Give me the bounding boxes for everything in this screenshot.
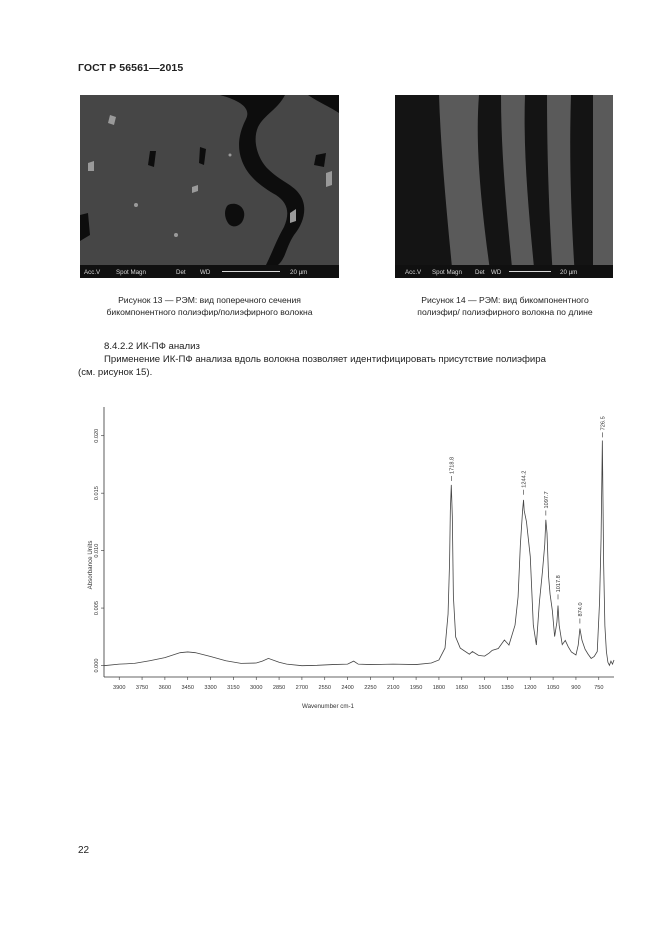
y-axis-label: Absorbance Units [87,540,94,590]
x-tick-label: 1200 [524,685,537,691]
x-tick-label: 1800 [432,685,446,691]
scalebar-line [222,271,280,272]
x-tick-label: 2250 [364,685,377,691]
peak-annotations [449,416,606,623]
sem-longitudinal-graphic [395,95,613,278]
y-tick-label: 0.000 [94,658,100,673]
figure14-caption-line2: полиэфир/ полиэфирного волокна по длине [417,307,593,317]
ftir-spectrum-line [104,441,614,666]
y-tick-label: 0.010 [94,543,100,558]
document-header: ГОСТ Р 56561—2015 [78,62,184,74]
section-text-line1: Применение ИК-ПФ анализа вдоль волокна позволяет идентифицировать присутствие полиэфира [104,354,546,365]
scalebar-length: 20 µm [290,269,308,276]
scalebar-wd: WD [491,269,502,276]
peak-label: 874.0 [577,602,584,617]
x-tick-label: 2550 [318,685,331,691]
peak-label: 726.5 [600,416,607,431]
x-tick-label: 2700 [295,685,309,691]
x-tick-label: 3150 [227,685,240,691]
peak-label: 1017.8 [556,575,563,593]
x-tick-label: 2100 [387,685,400,691]
x-axis-label: Wavenumber cm-1 [301,703,355,710]
y-tick-label: 0.015 [94,486,100,501]
x-tick-label: 2400 [341,685,354,691]
scalebar-line [509,271,551,272]
y-tick-label: 0.005 [94,601,100,616]
peak-label: 1718.8 [449,456,456,474]
scalebar-spot-magn: Spot Magn [432,269,462,276]
x-tick-label: 1650 [455,685,468,691]
figure13-caption-line1: Рисунок 13 — РЭМ: вид поперечного сечения [118,295,301,305]
sem-info-bar [80,265,339,278]
scalebar-spot-magn: Spot Magn [116,269,146,276]
x-tick-label: 1050 [546,685,560,691]
x-tick-label: 3300 [204,685,217,691]
chart-axes [104,407,614,677]
scalebar-acc-v: Acc.V [405,269,422,276]
page-number: 22 [78,845,90,856]
x-tick-label: 900 [571,685,581,691]
scalebar-length: 20 µm [560,269,578,276]
x-tick-label: 3600 [158,685,172,691]
figure13-caption [80,294,339,318]
scalebar-det: Det [176,269,186,276]
x-tick-label: 3900 [112,685,126,691]
x-tick-label: 3750 [135,685,149,691]
figure13-caption-line2: бикомпонентного полиэфир/полиэфирного волокна [106,307,313,317]
sem-image-longitudinal [395,95,613,278]
y-tick-label: 0.020 [94,428,100,443]
x-tick-label: 1350 [501,685,514,691]
sem-info-bar [395,265,613,278]
figure14-caption [385,294,625,318]
sem-image-cross-section [80,95,339,278]
section-heading: 8.4.2.2 ИК-ПФ анализ [104,341,200,352]
x-tick-label: 1500 [478,685,491,691]
x-tick-label: 3000 [250,685,263,691]
scalebar-wd: WD [200,269,211,276]
sem-cross-section-graphic [80,95,339,278]
scalebar-acc-v: Acc.V [84,269,101,276]
x-tick-label: 750 [594,685,604,691]
x-tick-label: 2850 [272,685,286,691]
section-text-line2: (см. рисунок 15). [78,367,153,378]
scalebar-det: Det [475,269,485,276]
x-tick-label: 3450 [181,685,194,691]
x-tick-label: 1950 [409,685,423,691]
peak-label: 1097.7 [543,491,550,509]
peak-label: 1244.2 [521,470,528,488]
chart-ticks [94,429,603,691]
ftir-spectrum-chart [84,405,619,715]
figure14-caption-line1: Рисунок 14 — РЭМ: вид бикомпонентного [421,295,589,305]
